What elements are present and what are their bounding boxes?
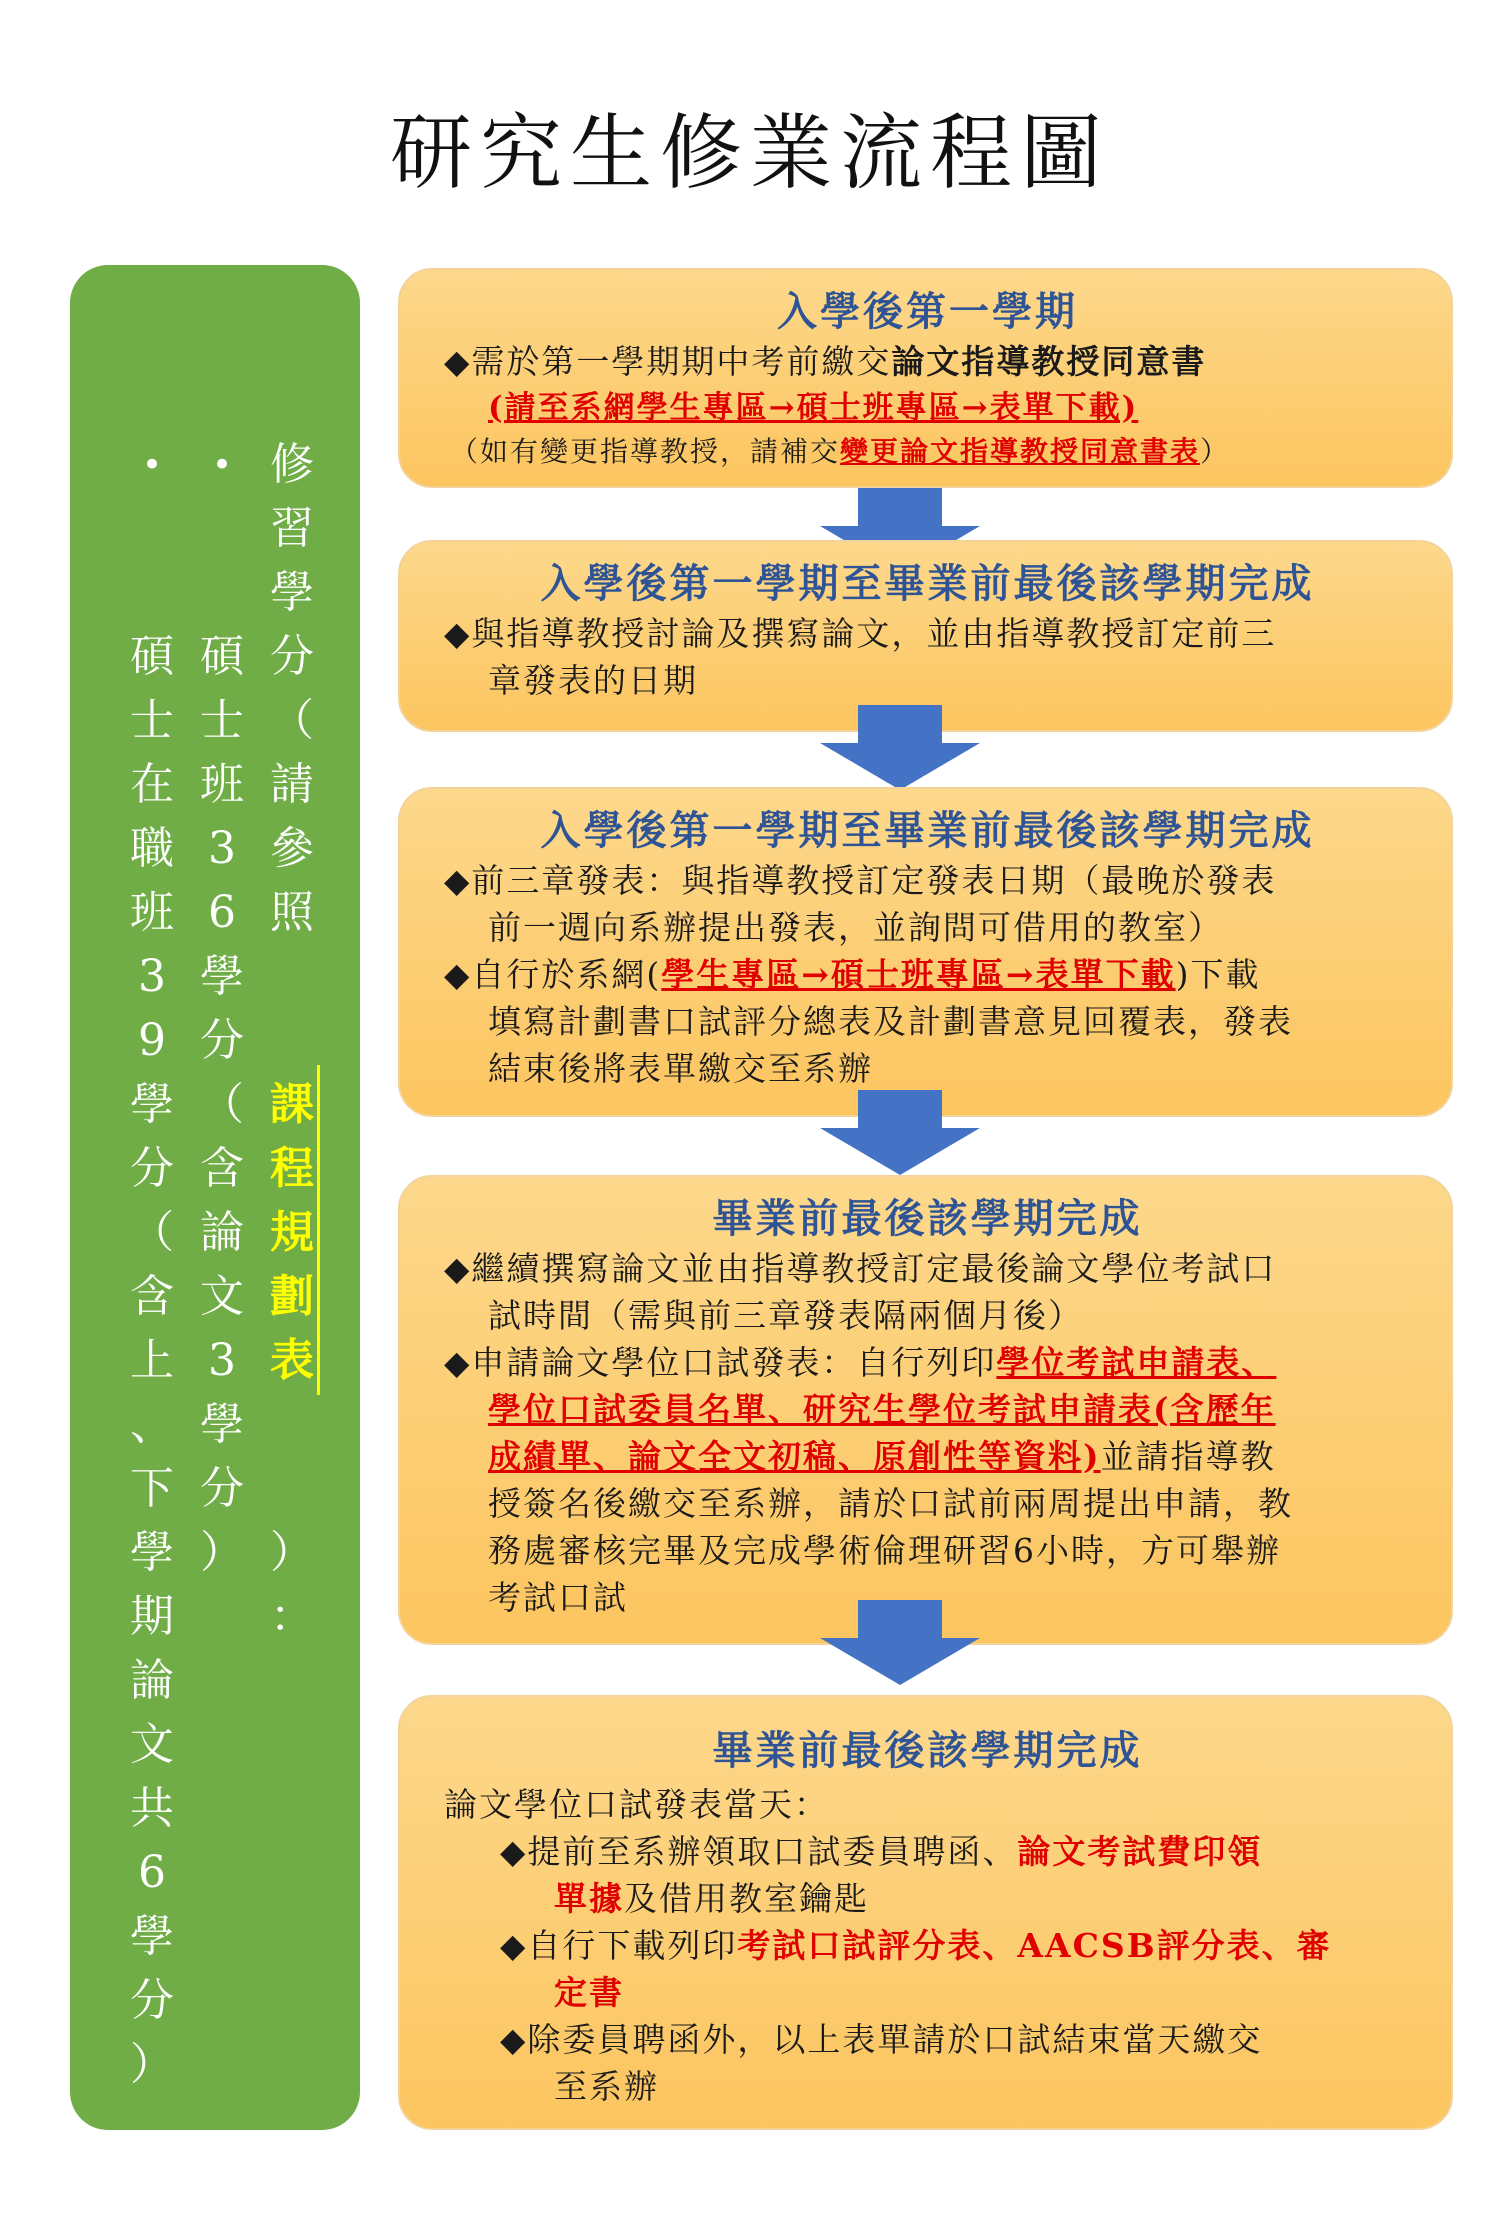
scoring-forms: 定書 (554, 1973, 624, 2012)
step-line (444, 951, 1411, 998)
step-line (444, 1875, 1411, 1922)
step-text: （如有變更指導教授，請補交 (450, 435, 841, 468)
step-text: ◆需於第一學期期中考前繳交 (444, 342, 892, 381)
step-2-box (398, 540, 1453, 732)
inservice-credits-text: 碩 士 在 職 班 3 9 學 分 （ 含 上 、 下 學 期 論 文 共 6 學 分 ） (130, 631, 174, 2090)
form-download-link[interactable]: (請至系網學生專區→碩士班專區→表單下載) (488, 390, 1139, 426)
step-line: 結束後將表單繳交至系辦 (488, 1049, 873, 1088)
master-credits-text: 碩 士 班 3 6 學 分 （ 含 論 文 3 學 分 ） (200, 631, 244, 1578)
step-line: ◆與指導教授討論及撰寫論文，並由指導教授訂定前三 (444, 614, 1277, 653)
degree-exam-form-link[interactable]: 學位考試申請表、 (996, 1343, 1277, 1382)
bullet: • (211, 445, 233, 485)
step-title: 入學後第一學期至畢業前最後該學期完成 (540, 560, 1315, 607)
step-line: 前一週向系辦提出發表，並詢問可借用的教室） (488, 908, 1223, 947)
step-line (444, 1828, 1411, 1875)
advisor-consent-form: 論文指導教授同意書 (891, 342, 1207, 381)
step-line: ◆繼續撰寫論文並由指導教授訂定最後論文學位考試口 (444, 1249, 1277, 1288)
arrow-down-icon (820, 705, 980, 790)
step-text: ◆自行下載列印 (500, 1926, 738, 1965)
exam-fee-receipt: 單據 (554, 1879, 624, 1918)
sidebar-main-column (262, 305, 322, 1777)
step-text: ◆申請論文學位口試發表：自行列印 (444, 1343, 997, 1382)
step-line: ◆除委員聘函外，以上表單請於口試結束當天繳交 (500, 2020, 1263, 2059)
step-line: 章發表的日期 (488, 661, 698, 700)
step-text: 及借用教室鑰匙 (624, 1879, 869, 1918)
credit-requirements-panel (70, 265, 360, 2130)
change-advisor-form-link[interactable]: 變更論文指導教授同意書表 (840, 435, 1201, 468)
sidebar-inservice-column (122, 305, 182, 2225)
step-line (444, 1433, 1411, 1480)
step-text: 並請指導教 (1100, 1437, 1276, 1476)
committee-form-link[interactable]: 學位口試委員名單、研究生學位考試申請表(含歷年 (488, 1390, 1276, 1429)
step-5-box (398, 1695, 1453, 2130)
scoring-forms: 考試口試評分表、AACSB評分表、審 (737, 1926, 1332, 1965)
course-plan-link[interactable]: 課 程 規 劃 表 (270, 1079, 314, 1386)
step-line: 務處審核完畢及完成學術倫理研習6小時，方可舉辦 (488, 1531, 1281, 1570)
step-title: 入學後第一學期 (777, 288, 1078, 335)
step-title: 入學後第一學期至畢業前最後該學期完成 (540, 807, 1315, 854)
step-line: 至系辦 (554, 2067, 659, 2106)
step-line: 論文學位口試發表當天： (444, 1785, 829, 1824)
arrow-down-icon (820, 1600, 980, 1685)
step-4-box (398, 1175, 1453, 1645)
step-3-box (398, 787, 1453, 1117)
step-line: 考試口試 (488, 1578, 628, 1617)
step-text: ◆提前至系辦領取口試委員聘函、 (500, 1832, 1018, 1871)
page-title: 研究生修業流程圖 (389, 106, 1110, 201)
sidebar-main-pre: 修 習 學 分 （ 請 參 照 (270, 439, 314, 938)
step-text: ◆自行於系網( (444, 955, 662, 994)
step-note (444, 432, 1411, 472)
bullet: • (141, 445, 163, 485)
transcript-form-link[interactable]: 成績單、論文全文初稿、原創性等資料) (488, 1437, 1101, 1476)
step-text: ） (1200, 435, 1231, 468)
step-line: 授簽名後繳交至系辦，請於口試前兩周提出申請，教 (488, 1484, 1293, 1523)
form-download-link[interactable]: 學生專區→碩士班專區→表單下載 (661, 955, 1176, 994)
step-title: 畢業前最後該學期完成 (712, 1727, 1143, 1774)
step-line: 試時間（需與前三章發表隔兩個月後） (488, 1296, 1083, 1335)
step-line: 填寫計劃書口試評分總表及計劃書意見回覆表，發表 (488, 1002, 1293, 1041)
highlight-bar (317, 1065, 320, 1395)
step-title: 畢業前最後該學期完成 (712, 1195, 1143, 1242)
step-1-box (398, 268, 1453, 488)
exam-fee-receipt: 論文考試費印領 (1017, 1832, 1263, 1871)
step-line (444, 338, 1411, 385)
step-line: ◆前三章發表：與指導教授訂定發表日期（最晚於發表 (444, 861, 1277, 900)
sidebar-master-column (192, 305, 252, 1713)
sidebar-main-post: ） ： (270, 1527, 314, 1642)
step-line (444, 1339, 1411, 1386)
step-text: )下載 (1175, 955, 1261, 994)
arrow-down-icon (820, 1090, 980, 1175)
step-line (444, 1922, 1411, 1969)
